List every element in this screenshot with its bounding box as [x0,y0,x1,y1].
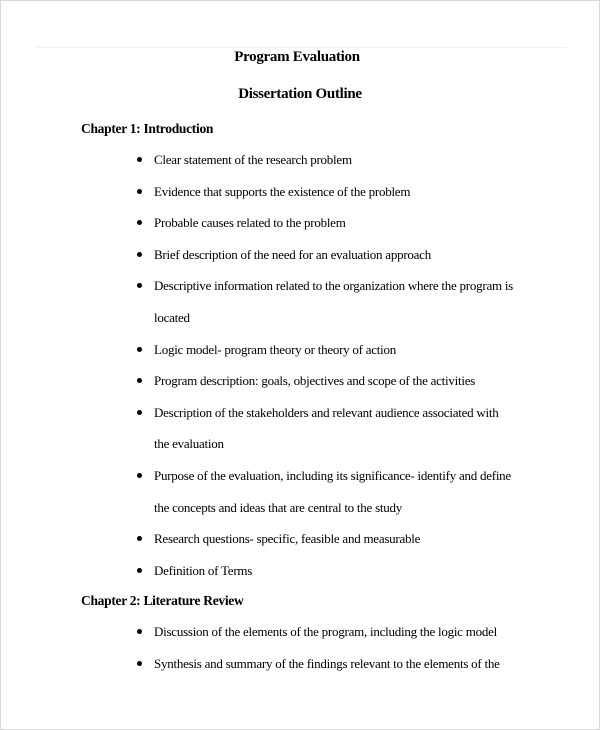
list-item [154,648,514,680]
chapter-list [1,144,600,586]
bullet-icon [137,410,142,415]
bullet-icon [137,157,142,162]
bullet-icon [137,661,142,666]
list-item-text: Definition of Terms [154,562,253,578]
chapter-list [1,616,600,679]
list-item-text: Evidence that supports the existence of the problem [154,183,411,199]
chapter-heading: Chapter 2: Literature Review [81,593,244,609]
bullet-icon [137,252,142,257]
list-item [154,270,514,333]
list-item [154,239,514,271]
list-item [154,555,514,587]
bullet-icon [137,220,142,225]
bullet-icon [137,347,142,352]
list-item-text: Brief description of the need for an evaluation approach [154,246,431,262]
list-item-text: Research questions- specific, feasible and measurable [154,531,421,547]
list-item-text: Description of the stakeholders and relevant audience associated with the evaluation [154,404,499,452]
list-item-text: Logic model- program theory or theory of action [154,341,397,357]
list-item [154,334,514,366]
bullet-icon [137,629,142,634]
bullet-icon [137,283,142,288]
list-item-text: Clear statement of the research problem [154,152,352,167]
header-divider [37,47,567,48]
list-item [154,397,514,460]
list-item-text: Descriptive information related to the organization where the program is located [154,278,513,325]
bullet-icon [137,189,142,194]
list-item [154,460,514,523]
bullet-icon [137,473,142,478]
list-item-text: Synthesis and summary of the findings relevant to the elements of the [154,655,500,671]
list-item [154,144,514,176]
bullet-icon [137,378,142,383]
list-item [154,523,514,555]
document-title: Program Evaluation [234,49,360,65]
chapter-heading: Chapter 1: Introduction [81,121,214,136]
list-item [154,616,514,648]
bullet-icon [137,536,142,541]
list-item-text: Probable causes related to the problem [154,215,346,231]
list-item [154,176,514,208]
list-item-text: Purpose of the evaluation, including its significance- identify and define the concepts and ideas that are central to the study [154,467,511,515]
outline-content [1,114,600,680]
bullet-icon [137,568,142,573]
list-item [154,365,514,397]
list-item-text: Discussion of the elements of the program, including the logic model [154,624,497,640]
document-subtitle: Dissertation Outline [238,86,362,102]
list-item-text: Program description: goals, objectives and scope of the activities [154,373,476,389]
list-item [154,207,514,239]
